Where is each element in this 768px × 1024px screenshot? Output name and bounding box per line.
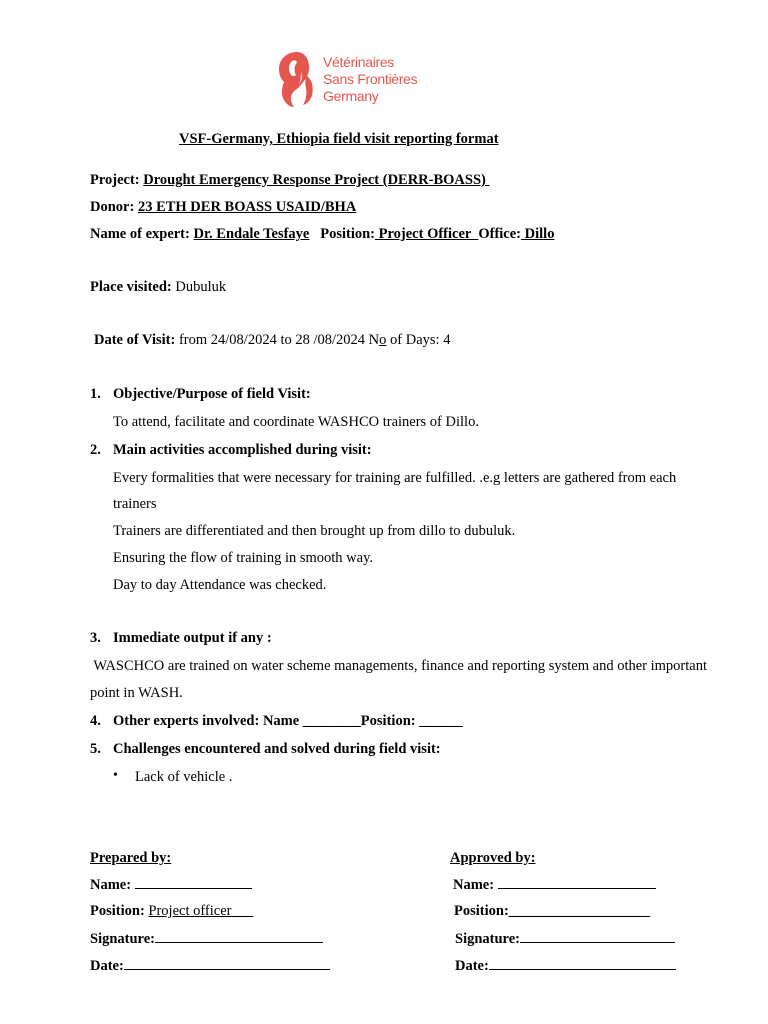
section-2-line-3: Trainers are differentiated and then brought up from dillo to dubuluk. — [113, 523, 516, 539]
approved-date-label: Date: — [455, 958, 489, 974]
date-row — [94, 332, 450, 349]
date-text-o: o — [379, 332, 387, 348]
prepared-signature-row — [90, 930, 323, 948]
prepared-signature-line[interactable] — [155, 930, 323, 943]
prepared-by-heading: Prepared by: — [90, 850, 172, 866]
date-text-before: from 24/08/2024 to 28 /08/2024 N — [178, 332, 380, 348]
prepared-position-value: Project officer — [148, 903, 254, 919]
approved-date-row — [455, 957, 676, 975]
project-row — [90, 172, 490, 189]
position-label: Position: — [320, 226, 376, 242]
section-2-heading: Main activities accomplished during visit: — [113, 442, 372, 458]
approved-name-line[interactable] — [498, 876, 656, 889]
approved-position-row — [454, 903, 650, 920]
donor-value: 23 ETH DER BOASS USAID/BHA — [137, 199, 357, 215]
date-label: Date of Visit: — [94, 332, 176, 348]
approved-position-line[interactable]: ___________________ — [508, 903, 651, 919]
vsf-logo — [277, 50, 427, 110]
office-label: Office: — [478, 226, 522, 242]
approved-signature-row — [455, 930, 675, 948]
prepared-date-row — [90, 957, 330, 975]
section-1-number: 1. — [90, 386, 101, 402]
section-3-number: 3. — [90, 630, 101, 646]
section-5-item: Lack of vehicle . — [135, 769, 233, 785]
section-4-text: Other experts involved: Name ________Position: ______ — [113, 713, 463, 729]
logo-line-2: Sans Frontières — [323, 71, 418, 87]
place-value: Dubuluk — [175, 279, 227, 295]
approved-name-label: Name: — [453, 877, 495, 893]
project-label: Project: — [90, 172, 140, 188]
prepared-position-label: Position: — [90, 903, 145, 919]
approved-name-row — [453, 876, 656, 894]
prepared-date-line[interactable] — [124, 957, 330, 970]
prepared-name-line[interactable] — [135, 876, 252, 889]
place-label: Place visited: — [90, 279, 172, 295]
project-value: Drought Emergency Response Project (DERR-BOASS) — [143, 172, 490, 188]
approved-by-heading: Approved by: — [450, 850, 536, 866]
donor-label: Donor: — [90, 199, 135, 215]
section-3-heading: Immediate output if any : — [113, 630, 272, 646]
section-2-line-5: Day to day Attendance was checked. — [113, 577, 327, 593]
section-4-number: 4. — [90, 713, 101, 729]
section-2-line-4: Ensuring the flow of training in smooth way. — [113, 550, 374, 566]
approved-signature-label: Signature: — [455, 931, 520, 947]
bullet-icon: • — [113, 768, 118, 783]
expert-name: Dr. Endale Tesfaye — [193, 226, 310, 242]
prepared-name-row — [90, 876, 252, 894]
section-5-heading: Challenges encountered and solved during field visit: — [113, 741, 441, 757]
section-1-heading: Objective/Purpose of field Visit: — [113, 386, 311, 402]
date-text-after: of Days: 4 — [386, 332, 451, 348]
section-2-line-2: trainers — [113, 496, 157, 512]
donor-row — [90, 199, 356, 216]
approved-date-line[interactable] — [489, 957, 676, 970]
position-value: Project Officer — [375, 226, 479, 242]
prepared-position-row — [90, 903, 253, 920]
office-value: Dillo — [521, 226, 555, 242]
prepared-name-label: Name: — [90, 877, 132, 893]
expert-row — [90, 226, 554, 243]
place-row — [90, 279, 226, 296]
section-2-number: 2. — [90, 442, 101, 458]
prepared-signature-label: Signature: — [90, 931, 155, 947]
section-1-body: To attend, facilitate and coordinate WASHCO trainers of Dillo. — [113, 414, 479, 430]
section-3-line-1: WASCHCO are trained on water scheme managements, finance and reporting system and other important — [90, 658, 708, 674]
section-2-line-1: Every formalities that were necessary for training are fulfilled. .e.g letters are gathered from each — [113, 470, 677, 486]
approved-position-label: Position: — [454, 903, 509, 919]
document-title: VSF-Germany, Ethiopia field visit reporting format — [179, 131, 499, 147]
prepared-date-label: Date: — [90, 958, 124, 974]
section-5-number: 5. — [90, 741, 101, 757]
logo-text — [323, 54, 417, 105]
expert-label: Name of expert: — [90, 226, 190, 242]
approved-signature-line[interactable] — [520, 930, 675, 943]
logo-line-3: Germany — [323, 88, 379, 104]
logo-line-1: Vétérinaires — [323, 54, 395, 70]
logo-head-icon — [277, 50, 317, 110]
section-3-line-2: point in WASH. — [90, 685, 183, 701]
